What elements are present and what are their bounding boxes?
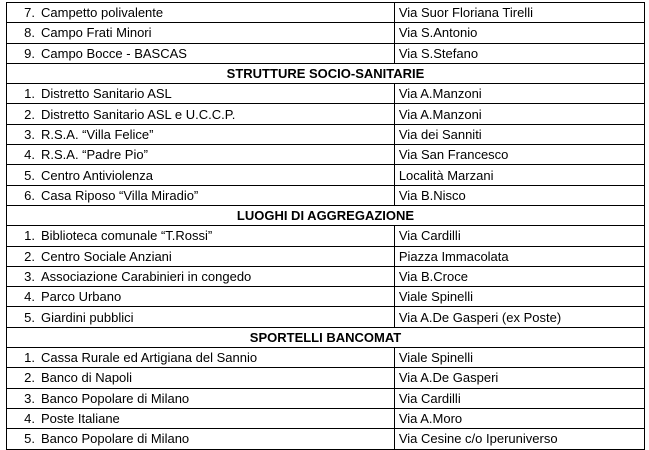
table-row (7, 43, 645, 63)
facility-name-cell (7, 185, 395, 205)
facility-address-cell: Via Suor Floriana Tirelli (394, 3, 644, 23)
item-number: 3. (24, 126, 35, 142)
item-number: 1. (24, 228, 35, 244)
facility-name-cell (7, 307, 395, 327)
item-number: 5. (24, 167, 35, 183)
item-number: 3. (24, 269, 35, 284)
facility-name-cell (7, 368, 395, 388)
facility-address-cell: Via Cardilli (394, 226, 644, 246)
section-header-row (7, 205, 645, 225)
item-number: 9. (24, 45, 35, 61)
facility-name: Campo Frati Minori (41, 25, 152, 41)
facility-name: Biblioteca comunale “T.Rossi” (41, 228, 213, 244)
item-number: 1. (24, 86, 35, 102)
section-title: STRUTTURE SOCIO-SANITARIE (7, 63, 645, 83)
facility-name-cell (7, 23, 395, 43)
facility-address-cell: Via Cardilli (394, 388, 644, 408)
table-row (7, 388, 645, 408)
item-number: 2. (24, 248, 35, 264)
item-number: 4. (24, 289, 35, 305)
facility-name: Banco Popolare di Milano (41, 390, 190, 406)
table-row (7, 226, 645, 246)
item-number: 7. (24, 5, 35, 21)
facility-name: R.S.A. “Padre Pio” (41, 147, 148, 163)
item-number: 3. (24, 390, 35, 406)
section-header-row (7, 327, 645, 347)
facility-name-cell (7, 104, 395, 124)
facility-name: Distretto Sanitario ASL e U.C.C.P. (41, 106, 236, 122)
facility-name: Cassa Rurale ed Artigiana del Sannio (41, 350, 258, 366)
facility-address-cell: Via A.De Gasperi (394, 368, 644, 388)
facility-address-cell: Via A.Moro (394, 408, 644, 428)
facilities-table (6, 2, 645, 450)
facility-address-cell: Via A.Manzoni (394, 104, 644, 124)
section-title: LUOGHI DI AGGREGAZIONE (7, 205, 645, 225)
table-row (7, 3, 645, 23)
table-row (7, 246, 645, 266)
item-number: 2. (24, 106, 35, 122)
facility-name-cell (7, 287, 395, 307)
facility-name-cell (7, 43, 395, 63)
facility-name-cell (7, 165, 395, 185)
table-row (7, 124, 645, 144)
table-row (7, 266, 645, 286)
facility-address-cell: Via S.Stefano (394, 43, 644, 63)
item-number: 6. (24, 187, 35, 203)
facility-name: Centro Antiviolenza (41, 167, 154, 183)
facility-name: R.S.A. “Villa Felice” (41, 126, 154, 142)
facility-name: Campo Bocce - BASCAS (41, 45, 187, 61)
facility-name: Distretto Sanitario ASL (41, 86, 172, 102)
table-row (7, 104, 645, 124)
facility-address-cell: Via B.Nisco (394, 185, 644, 205)
facility-name-cell (7, 145, 395, 165)
table-row (7, 145, 645, 165)
facility-name: Banco di Napoli (41, 370, 133, 386)
facility-address-cell: Via S.Antonio (394, 23, 644, 43)
table-row (7, 368, 645, 388)
table-row (7, 307, 645, 327)
section-title: SPORTELLI BANCOMAT (7, 327, 645, 347)
facility-name-cell (7, 388, 395, 408)
table-row (7, 348, 645, 368)
facility-name-cell (7, 3, 395, 23)
facility-name: Poste Italiane (41, 411, 120, 427)
facility-name: Centro Sociale Anziani (41, 248, 172, 264)
facility-name-cell (7, 348, 395, 368)
table-row (7, 185, 645, 205)
facility-name-cell (7, 266, 395, 286)
facility-address-cell: Via A.Manzoni (394, 84, 644, 104)
item-number: 8. (24, 25, 35, 41)
facility-name: Associazione Carabinieri in congedo (41, 269, 252, 284)
facility-name-cell (7, 124, 395, 144)
facility-address-cell: Via dei Sanniti (394, 124, 644, 144)
facility-name: Casa Riposo “Villa Miradio” (41, 187, 199, 203)
facility-name-cell (7, 226, 395, 246)
item-number: 2. (24, 370, 35, 386)
facilities-table-body (7, 3, 645, 450)
facility-name: Campetto polivalente (41, 5, 164, 21)
facility-name-cell (7, 84, 395, 104)
item-number: 5. (24, 309, 35, 325)
facility-name-cell (7, 246, 395, 266)
facility-address-cell: Piazza Immacolata (394, 246, 644, 266)
facility-address-cell: Viale Spinelli (394, 287, 644, 307)
item-number: 5. (24, 431, 35, 447)
table-row (7, 287, 645, 307)
section-header-row (7, 63, 645, 83)
table-row (7, 84, 645, 104)
item-number: 4. (24, 411, 35, 427)
facility-address-cell: Viale Spinelli (394, 348, 644, 368)
facility-address-cell: Via A.De Gasperi (ex Poste) (394, 307, 644, 327)
facility-address-cell: Via B.Croce (394, 266, 644, 286)
facility-address-cell: Via San Francesco (394, 145, 644, 165)
table-row (7, 165, 645, 185)
facility-name: Giardini pubblici (41, 309, 134, 325)
item-number: 1. (24, 350, 35, 366)
table-row (7, 408, 645, 428)
facility-name: Banco Popolare di Milano (41, 431, 190, 447)
table-row (7, 23, 645, 43)
item-number: 4. (24, 147, 35, 163)
facility-name: Parco Urbano (41, 289, 122, 305)
facility-name-cell (7, 408, 395, 428)
facility-address-cell: Via Cesine c/o Iperuniverso (394, 429, 644, 449)
facility-address-cell: Località Marzani (394, 165, 644, 185)
